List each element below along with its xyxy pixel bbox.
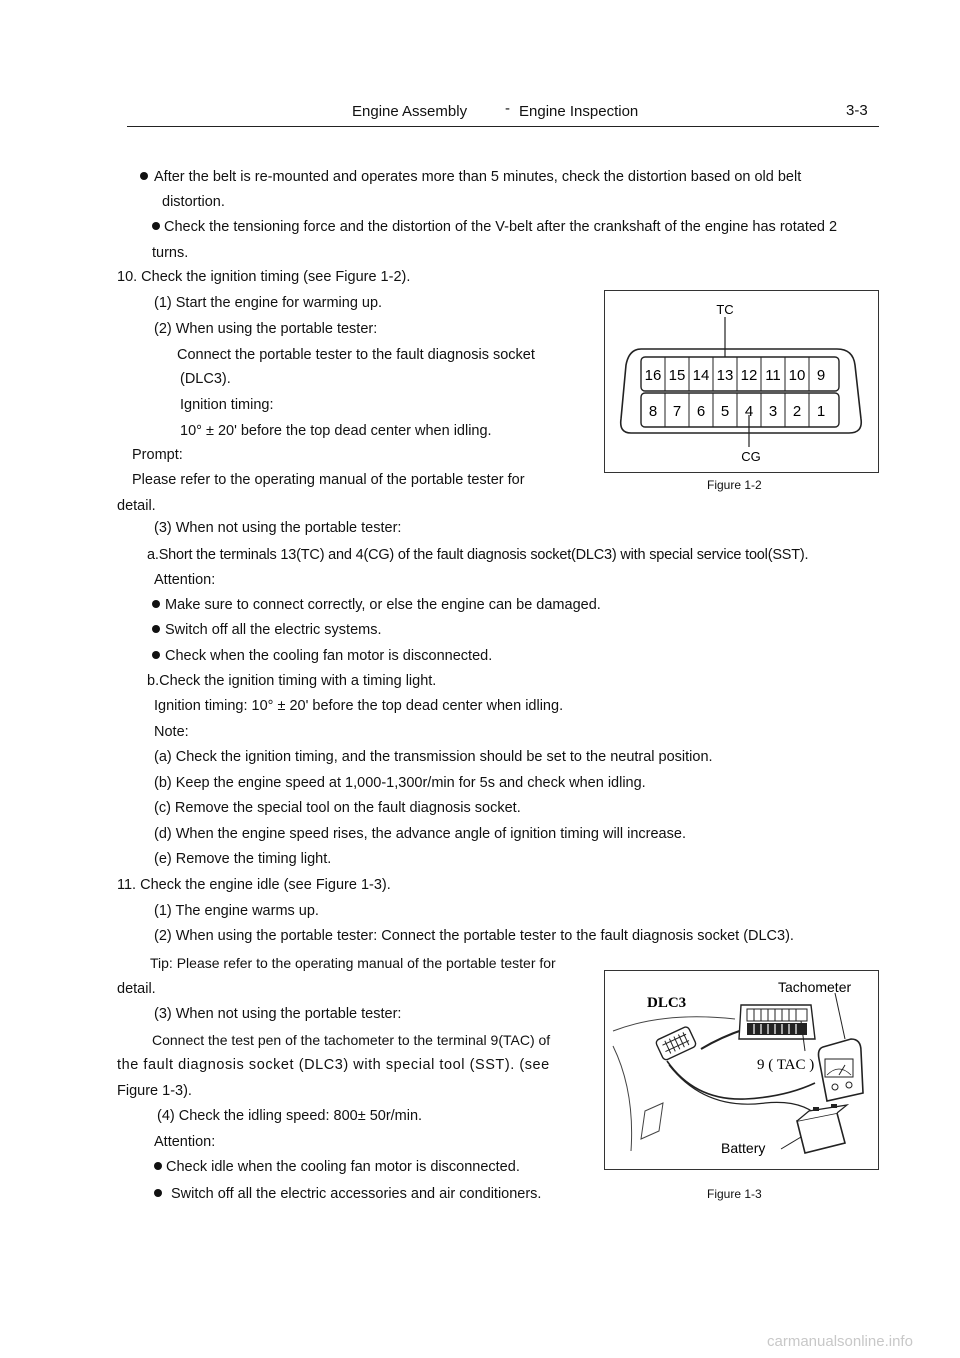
bullet-icon [154, 1189, 162, 1197]
pin-label: 8 [648, 403, 658, 420]
figure-1-2 [604, 290, 879, 473]
pin-label: 6 [696, 403, 706, 420]
pin-label: 9 [816, 367, 826, 384]
bullet-icon [152, 625, 160, 633]
text-line: Figure 1-3). [117, 1083, 192, 1099]
pin-label: 1 [816, 403, 826, 420]
text-line: Please refer to the operating manual of the portable tester for [132, 472, 525, 488]
text-line: a.Short the terminals 13(TC) and 4(CG) of the fault diagnosis socket(DLC3) with special service tool(SST). [147, 547, 809, 563]
pin-label: 2 [792, 403, 802, 420]
text-line: Attention: [154, 1134, 216, 1150]
text-line: (c) Remove the special tool on the fault diagnosis socket. [154, 800, 521, 816]
text-line: Tip: Please refer to the operating manual of the portable tester for [150, 955, 556, 971]
bullet-item [152, 218, 837, 236]
text-line: distortion. [162, 194, 225, 210]
text-line: (a) Check the ignition timing, and the transmission should be set to the neutral position. [154, 749, 713, 765]
bullet-text: Check idle when the cooling fan motor is disconnected. [166, 1159, 520, 1175]
pin-label: 15 [668, 367, 686, 384]
text-line: (d) When the engine speed rises, the advance angle of ignition timing will increase. [154, 826, 686, 842]
dlc3-socket [655, 1026, 697, 1061]
dashboard-line [613, 1046, 632, 1151]
text-line: Connect the portable tester to the fault diagnosis socket [177, 347, 535, 363]
bullet-text: Check when the cooling fan motor is disconnected. [165, 648, 493, 664]
bullet-text: Check the tensioning force and the distortion of the V-belt after the crankshaft of the engine has rotated 2 [164, 219, 838, 235]
text-line: detail. [117, 981, 156, 997]
ground-cable [669, 1065, 823, 1121]
figure-1-3 [604, 970, 879, 1170]
bullet-item [152, 596, 601, 614]
bullet-icon [152, 651, 160, 659]
header-rule [127, 126, 879, 127]
header-title-left: Engine Assembly [352, 103, 468, 120]
header-separator: - [505, 100, 510, 117]
bullet-icon [140, 172, 148, 180]
tachometer-leader-line [835, 993, 845, 1039]
bullet-item [140, 168, 801, 186]
bullet-icon [152, 600, 160, 608]
section-heading: 10. Check the ignition timing (see Figure 1-2). [117, 269, 411, 285]
text-line: b.Check the ignition timing with a timing light. [147, 673, 437, 689]
text-line: (4) Check the idling speed: 800± 50r/min. [157, 1108, 423, 1124]
pin-label: 5 [720, 403, 730, 420]
enlarged-connector [739, 1005, 815, 1039]
tc-label: TC [716, 302, 734, 317]
figure-1-3-caption: Figure 1-3 [707, 1187, 762, 1201]
text-line: (1) The engine warms up. [154, 903, 319, 919]
bullet-text: Make sure to connect correctly, or else the engine can be damaged. [165, 597, 601, 613]
section-heading: 11. Check the engine idle (see Figure 1-3). [117, 877, 391, 893]
page-number: 3-3 [846, 102, 868, 119]
text-line: (3) When not using the portable tester: [154, 1006, 402, 1022]
tac-label: 9 ( TAC ) [757, 1057, 815, 1073]
tachometer-label: Tachometer [778, 979, 852, 995]
header-title-right: Engine Inspection [519, 103, 639, 120]
tachometer-connection-diagram [605, 971, 878, 1169]
bullet-item [154, 1158, 520, 1176]
bullet-item [154, 1185, 541, 1203]
text-line: detail. [117, 498, 156, 514]
pin-label: 11 [765, 367, 781, 384]
text-line: Ignition timing: 10° ± 20' before the top dead center when idling. [154, 698, 564, 714]
bullet-item [152, 647, 492, 665]
battery-device [797, 1104, 847, 1153]
pin-label: 12 [740, 367, 758, 384]
bullet-item [152, 621, 382, 639]
battery-leader-line [781, 1137, 801, 1149]
watermark: carmanualsonline.info [767, 1333, 913, 1350]
text-line: (e) Remove the timing light. [154, 851, 332, 867]
pin-label: 14 [692, 367, 710, 384]
bullet-icon [154, 1162, 162, 1170]
text-line: (2) When using the portable tester: [154, 321, 378, 337]
text-line: (1) Start the engine for warming up. [154, 295, 383, 311]
text-line: (DLC3). [180, 371, 231, 387]
text-line: Note: [154, 724, 189, 740]
text-line: (2) When using the portable tester: Connect the portable tester to the fault diagnosis socket (DLC3). [154, 928, 794, 944]
battery-label: Battery [721, 1140, 766, 1156]
text-line: Ignition timing: [180, 397, 274, 413]
panel-cover [641, 1103, 663, 1139]
pin-label: 10 [788, 367, 806, 384]
text-line: Connect the test pen of the tachometer to the terminal 9(TAC) of [152, 1032, 551, 1048]
bullet-text: Switch off all the electric systems. [165, 622, 382, 638]
pin-label: 7 [672, 403, 682, 420]
bullet-icon [152, 222, 160, 230]
dlc3-connector-diagram [605, 291, 878, 472]
dlc3-label: DLC3 [647, 995, 687, 1011]
text-line: (b) Keep the engine speed at 1,000-1,300r/min for 5s and check when idling. [154, 775, 646, 791]
figure-1-2-caption: Figure 1-2 [707, 478, 762, 492]
dashboard-line [613, 1017, 735, 1031]
bullet-text: Switch off all the electric accessories and air conditioners. [171, 1186, 542, 1202]
text-line: the fault diagnosis socket (DLC3) with special tool (SST). (see [117, 1057, 550, 1073]
text-line: Prompt: [132, 447, 183, 463]
text-line: (3) When not using the portable tester: [154, 520, 402, 536]
cg-label: CG [741, 449, 761, 464]
bullet-text: After the belt is re-mounted and operates more than 5 minutes, check the distortion based on old belt [154, 169, 802, 185]
pin-label: 16 [644, 367, 662, 384]
pin-label: 3 [768, 403, 778, 420]
pin-label: 13 [716, 367, 734, 384]
pin-label: 4 [744, 403, 754, 420]
text-line: turns. [152, 245, 189, 261]
text-line: Attention: [154, 572, 216, 588]
text-line: 10° ± 20' before the top dead center when idling. [180, 423, 492, 439]
tachometer-device [819, 1039, 864, 1101]
